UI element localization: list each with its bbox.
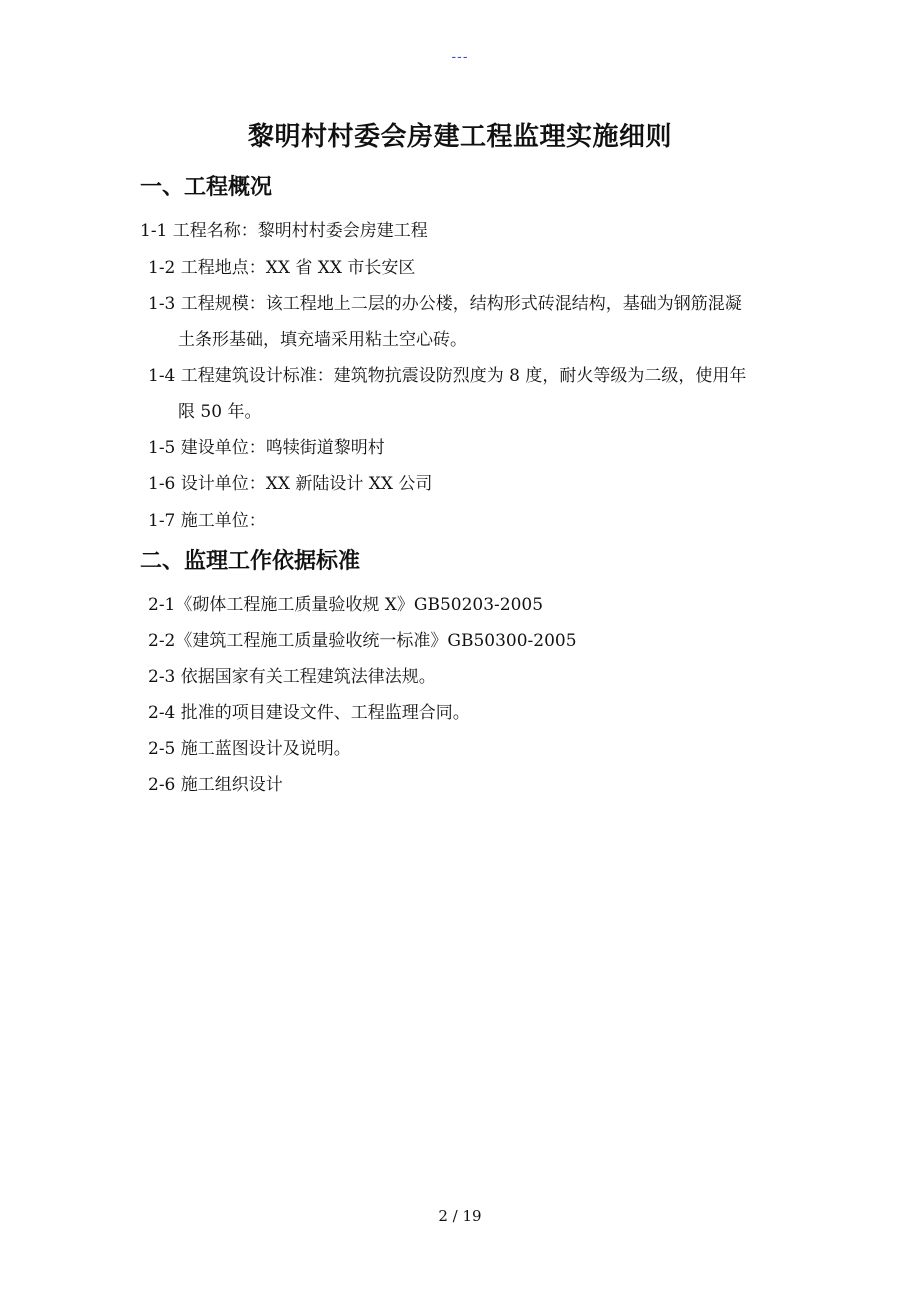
overview-item-design-standard-cont: 限 50 年。 — [178, 402, 262, 422]
standards-item-documents: 2-4 批准的项目建设文件、工程监理合同。 — [148, 703, 470, 723]
standards-item-masonry: 2-1《砌体工程施工质量验收规 X》GB50203-2005 — [148, 595, 544, 615]
overview-item-scale: 1-3 工程规模：该工程地上二层的办公楼，结构形式砖混结构，基础为钢筋混凝 — [148, 294, 742, 314]
standards-item-blueprints: 2-5 施工蓝图设计及说明。 — [148, 739, 351, 759]
overview-item-name: 1-1 工程名称：黎明村村委会房建工程 — [140, 221, 428, 241]
overview-item-owner: 1-5 建设单位：鸣犊街道黎明村 — [148, 438, 385, 458]
standards-item-unified: 2-2《建筑工程施工质量验收统一标准》GB50300-2005 — [148, 631, 577, 651]
standards-item-laws: 2-3 依据国家有关工程建筑法律法规。 — [148, 667, 436, 687]
document-title: 黎明村村委会房建工程监理实施细则 — [247, 122, 672, 152]
section-heading-overview: 一、工程概况 — [140, 175, 273, 200]
page-indicator: 2 / 19 — [438, 1207, 482, 1225]
overview-item-design-standard: 1-4 工程建筑设计标准：建筑物抗震设防烈度为 8 度，耐火等级为二级，使用年 — [148, 366, 747, 386]
standards-item-organization: 2-6 施工组织设计 — [148, 775, 283, 795]
section-heading-standards: 二、监理工作依据标准 — [140, 549, 361, 574]
overview-item-scale-cont: 土条形基础，填充墙采用粘土空心砖。 — [178, 330, 467, 350]
header-mark: --- — [451, 48, 469, 64]
overview-item-contractor: 1-7 施工单位： — [148, 511, 266, 531]
overview-item-location: 1-2 工程地点：XX 省 XX 市长安区 — [148, 258, 416, 278]
overview-item-designer: 1-6 设计单位：XX 新陆设计 XX 公司 — [148, 474, 433, 494]
